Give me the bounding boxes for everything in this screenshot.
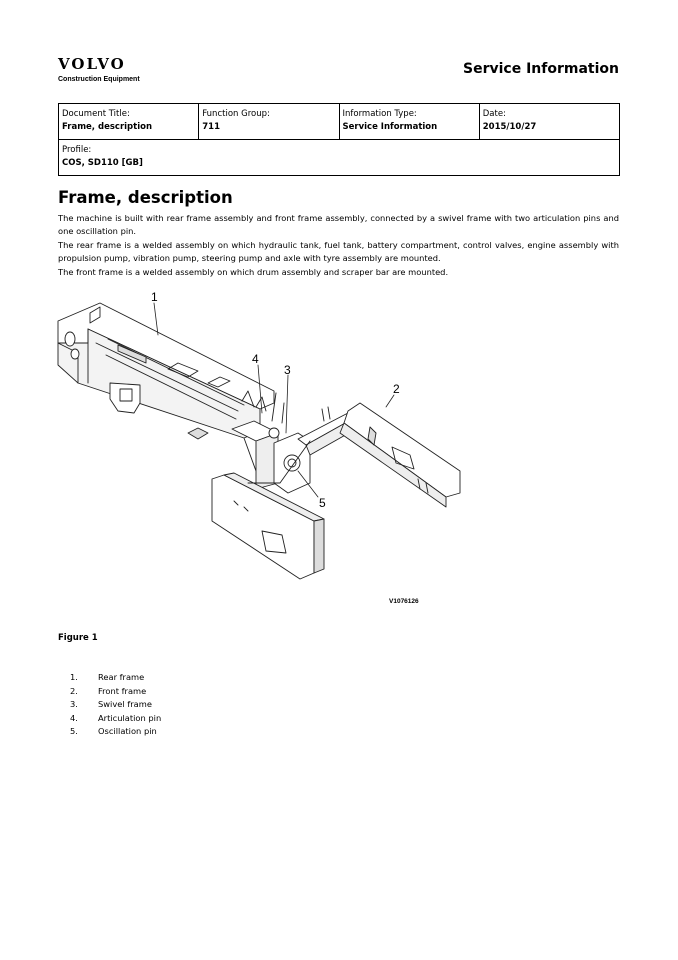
paragraph: The rear frame is a welded assembly on which hydraulic tank, fuel tank, battery compartment, control valves, engine assembly with propulsion pump, vibration pump, steering pump and axle with tyre assembly are mounted. [58, 239, 619, 264]
list-item [70, 671, 161, 685]
info-type-label: Information Type: [342, 109, 417, 119]
callout-3: 3 [284, 363, 291, 377]
function-group-label: Function Group: [202, 109, 270, 119]
rear-frame-drawing [58, 303, 274, 473]
list-item-number: 3. [70, 699, 78, 709]
date-label: Date: [482, 109, 506, 119]
list-item-number: 2. [70, 685, 78, 696]
header-title: Service Information [463, 61, 619, 77]
list-item-label: Front frame [98, 685, 147, 696]
paragraph: The front frame is a welded assembly on which drum assembly and scraper bar are mounted. [58, 266, 449, 277]
parts-list [70, 671, 161, 739]
callout-5: 5 [319, 496, 326, 510]
profile-cell [59, 140, 620, 176]
frame-assembly-illustration [48, 283, 488, 613]
list-item-label: Oscillation pin [98, 726, 157, 736]
volvo-logo [58, 56, 140, 83]
callout-4: 4 [252, 352, 259, 366]
figure-caption: Figure 1 [58, 633, 98, 643]
doc-title-value: Frame, description [62, 122, 153, 132]
list-item-number: 1. [70, 672, 78, 682]
date-value: 2015/10/27 [482, 122, 537, 132]
list-item [70, 685, 161, 699]
function-group-value: 711 [202, 122, 220, 132]
list-item-number: 4. [70, 712, 78, 723]
list-item-label: Articulation pin [98, 712, 162, 723]
document-meta-table [58, 103, 620, 176]
image-code: V1076126 [389, 598, 419, 605]
callout-1: 1 [151, 290, 158, 304]
brand-name: VOLVO [58, 55, 126, 73]
list-item [70, 712, 161, 726]
doc-title-cell [59, 104, 199, 140]
list-item-number: 5. [70, 726, 78, 736]
profile-value: COS, SD110 [GB] [62, 158, 143, 168]
doc-title-label: Document Title: [62, 109, 130, 119]
paragraph: The machine is built with rear frame assembly and front frame assembly, connected by a swivel frame with two articulation pins and one oscillation pin. [58, 213, 619, 237]
description-text [58, 212, 619, 279]
list-item-label: Swivel frame [98, 699, 152, 709]
callout-2: 2 [393, 382, 400, 396]
list-item-label: Rear frame [98, 672, 145, 682]
list-item [70, 698, 161, 712]
page-title: Frame, description [58, 188, 233, 207]
function-group-cell [199, 104, 339, 140]
profile-label: Profile: [62, 145, 92, 155]
list-item [70, 725, 161, 739]
info-type-cell [339, 104, 479, 140]
info-type-value: Service Information [342, 122, 438, 132]
date-cell [479, 104, 619, 140]
brand-subtitle: Construction Equipment [58, 76, 140, 83]
